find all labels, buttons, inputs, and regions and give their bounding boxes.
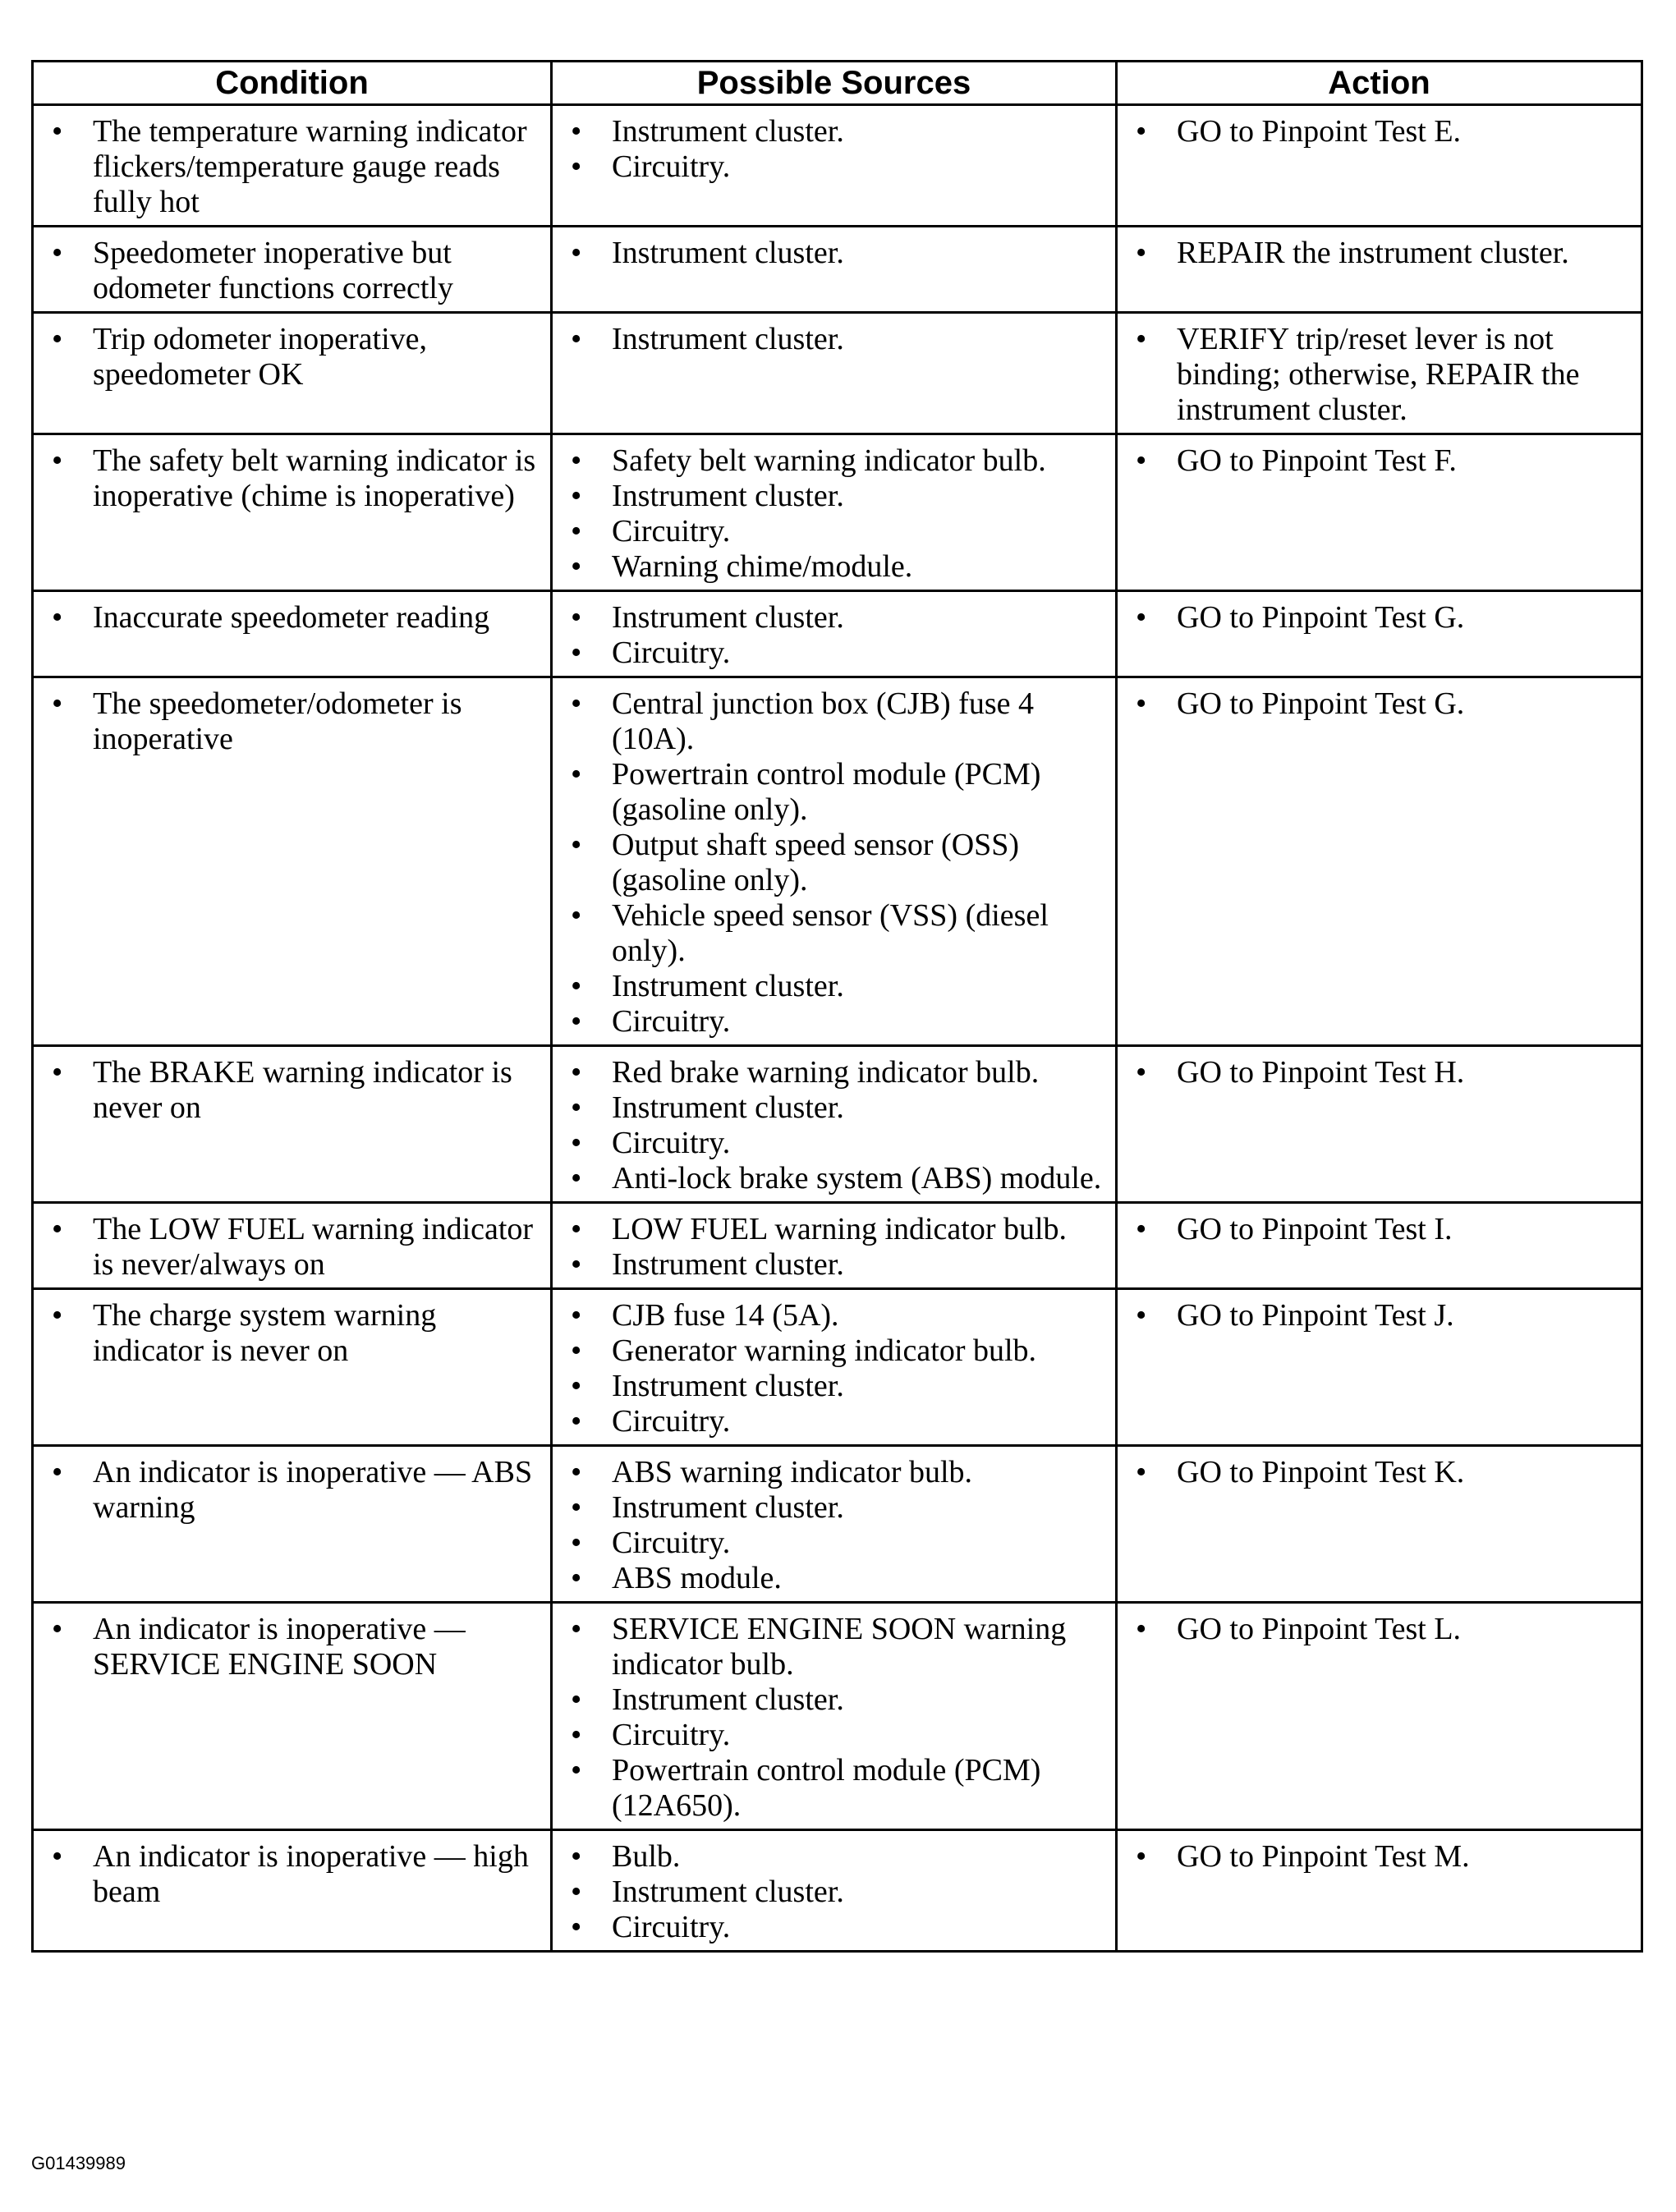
bullet-item: • Speedometer inoperative but odometer functions correctly xyxy=(45,236,539,306)
bullet-item: • Circuitry. xyxy=(564,149,1104,185)
bullet-list xyxy=(45,1055,539,1126)
bullet-item: • ABS module. xyxy=(564,1561,1104,1596)
bullet-list xyxy=(45,1455,539,1526)
bullet-list xyxy=(45,114,539,220)
table-row xyxy=(33,1446,1642,1603)
possible-sources-cell xyxy=(552,1603,1117,1830)
bullet-item: • Instrument cluster. xyxy=(564,479,1104,514)
bullet-item: • Trip odometer inoperative, speedometer OK xyxy=(45,322,539,392)
header-row xyxy=(33,62,1642,105)
bullet-list xyxy=(1129,1298,1629,1333)
table-row xyxy=(33,313,1642,434)
bullet-item: • The speedometer/odometer is inoperative xyxy=(45,686,539,757)
bullet-item: • Circuitry. xyxy=(564,1404,1104,1439)
condition-cell xyxy=(33,1446,552,1603)
bullet-item: • LOW FUEL warning indicator bulb. xyxy=(564,1212,1104,1247)
bullet-list xyxy=(1129,1212,1629,1247)
bullet-list xyxy=(45,1212,539,1283)
possible-sources-cell xyxy=(552,677,1117,1046)
bullet-item: • Anti-lock brake system (ABS) module. xyxy=(564,1161,1104,1196)
bullet-item: • Central junction box (CJB) fuse 4 (10A). xyxy=(564,686,1104,757)
bullet-list xyxy=(1129,443,1629,479)
possible-sources-cell xyxy=(552,227,1117,313)
action-cell xyxy=(1117,105,1642,227)
header-condition: Condition xyxy=(33,62,552,105)
table-row xyxy=(33,434,1642,591)
table-row xyxy=(33,1203,1642,1289)
bullet-item: • Circuitry. xyxy=(564,1126,1104,1161)
condition-cell xyxy=(33,1289,552,1446)
table-header xyxy=(33,62,1642,105)
possible-sources-cell xyxy=(552,1830,1117,1952)
bullet-item: • SERVICE ENGINE SOON warning indicator bulb. xyxy=(564,1612,1104,1682)
possible-sources-cell xyxy=(552,1203,1117,1289)
bullet-item: • GO to Pinpoint Test I. xyxy=(1129,1212,1629,1247)
bullet-item: • Instrument cluster. xyxy=(564,1490,1104,1526)
action-cell xyxy=(1117,1603,1642,1830)
bullet-list xyxy=(1129,236,1629,271)
bullet-list xyxy=(1129,322,1629,428)
bullet-list xyxy=(45,1612,539,1682)
header-action: Action xyxy=(1117,62,1642,105)
table-row xyxy=(33,1046,1642,1203)
condition-cell xyxy=(33,227,552,313)
bullet-list xyxy=(1129,1612,1629,1647)
action-cell xyxy=(1117,227,1642,313)
bullet-item: • Circuitry. xyxy=(564,636,1104,671)
bullet-item: • Circuitry. xyxy=(564,1910,1104,1945)
possible-sources-cell xyxy=(552,1446,1117,1603)
bullet-item: • Red brake warning indicator bulb. xyxy=(564,1055,1104,1090)
bullet-item: • Powertrain control module (PCM) (gasoline only). xyxy=(564,757,1104,828)
bullet-item: • CJB fuse 14 (5A). xyxy=(564,1298,1104,1333)
action-cell xyxy=(1117,313,1642,434)
bullet-item: • Inaccurate speedometer reading xyxy=(45,600,539,636)
action-cell xyxy=(1117,1289,1642,1446)
bullet-item: • Instrument cluster. xyxy=(564,236,1104,271)
bullet-item: • Vehicle speed sensor (VSS) (diesel only). xyxy=(564,898,1104,969)
bullet-item: • GO to Pinpoint Test G. xyxy=(1129,600,1629,636)
condition-cell xyxy=(33,591,552,677)
bullet-item: • Generator warning indicator bulb. xyxy=(564,1333,1104,1369)
bullet-list xyxy=(564,1839,1104,1945)
table-row xyxy=(33,1830,1642,1952)
bullet-list xyxy=(564,1055,1104,1196)
bullet-item: • Instrument cluster. xyxy=(564,1682,1104,1718)
bullet-item: • An indicator is inoperative — high beam xyxy=(45,1839,539,1910)
bullet-item: • Safety belt warning indicator bulb. xyxy=(564,443,1104,479)
condition-cell xyxy=(33,1203,552,1289)
table-body xyxy=(33,105,1642,1952)
bullet-item: • Circuitry. xyxy=(564,1718,1104,1753)
header-possible-sources: Possible Sources xyxy=(552,62,1117,105)
possible-sources-cell xyxy=(552,434,1117,591)
possible-sources-cell xyxy=(552,105,1117,227)
condition-cell xyxy=(33,1603,552,1830)
bullet-list xyxy=(45,236,539,306)
table-row xyxy=(33,1603,1642,1830)
action-cell xyxy=(1117,1446,1642,1603)
bullet-item: • GO to Pinpoint Test E. xyxy=(1129,114,1629,149)
bullet-list xyxy=(564,322,1104,357)
bullet-list xyxy=(1129,114,1629,149)
action-cell xyxy=(1117,1203,1642,1289)
action-cell xyxy=(1117,677,1642,1046)
condition-cell xyxy=(33,105,552,227)
action-cell xyxy=(1117,591,1642,677)
bullet-list xyxy=(564,1298,1104,1439)
bullet-item: • GO to Pinpoint Test M. xyxy=(1129,1839,1629,1875)
bullet-item: • The BRAKE warning indicator is never on xyxy=(45,1055,539,1126)
condition-cell xyxy=(33,1046,552,1203)
table-row xyxy=(33,677,1642,1046)
bullet-list xyxy=(564,600,1104,671)
bullet-list xyxy=(564,686,1104,1039)
bullet-list xyxy=(564,114,1104,185)
bullet-item: • REPAIR the instrument cluster. xyxy=(1129,236,1629,271)
condition-cell xyxy=(33,1830,552,1952)
bullet-list xyxy=(1129,686,1629,722)
table-row xyxy=(33,1289,1642,1446)
bullet-item: • Instrument cluster. xyxy=(564,1369,1104,1404)
bullet-item: • Circuitry. xyxy=(564,1004,1104,1039)
bullet-item: • GO to Pinpoint Test G. xyxy=(1129,686,1629,722)
bullet-list xyxy=(564,443,1104,585)
bullet-item: • GO to Pinpoint Test H. xyxy=(1129,1055,1629,1090)
action-cell xyxy=(1117,1830,1642,1952)
bullet-list xyxy=(45,600,539,636)
bullet-item: • Instrument cluster. xyxy=(564,322,1104,357)
bullet-item: • Instrument cluster. xyxy=(564,969,1104,1004)
bullet-item: • Instrument cluster. xyxy=(564,1247,1104,1283)
bullet-list xyxy=(564,236,1104,271)
bullet-list xyxy=(564,1455,1104,1596)
bullet-list xyxy=(45,443,539,514)
table-row xyxy=(33,105,1642,227)
bullet-item: • GO to Pinpoint Test K. xyxy=(1129,1455,1629,1490)
bullet-item: • Circuitry. xyxy=(564,1526,1104,1561)
bullet-item: • Output shaft speed sensor (OSS) (gasoline only). xyxy=(564,828,1104,898)
bullet-item: • Instrument cluster. xyxy=(564,600,1104,636)
condition-cell xyxy=(33,677,552,1046)
table-row xyxy=(33,591,1642,677)
bullet-list xyxy=(564,1212,1104,1283)
bullet-item: • GO to Pinpoint Test F. xyxy=(1129,443,1629,479)
bullet-list xyxy=(45,1298,539,1369)
bullet-item: • The LOW FUEL warning indicator is never/always on xyxy=(45,1212,539,1283)
possible-sources-cell xyxy=(552,1046,1117,1203)
bullet-item: • Instrument cluster. xyxy=(564,1875,1104,1910)
bullet-item: • An indicator is inoperative — ABS warning xyxy=(45,1455,539,1526)
possible-sources-cell xyxy=(552,591,1117,677)
bullet-item: • The safety belt warning indicator is inoperative (chime is inoperative) xyxy=(45,443,539,514)
bullet-list xyxy=(1129,1455,1629,1490)
bullet-item: • Instrument cluster. xyxy=(564,114,1104,149)
bullet-item: • Instrument cluster. xyxy=(564,1090,1104,1126)
action-cell xyxy=(1117,1046,1642,1203)
condition-cell xyxy=(33,434,552,591)
possible-sources-cell xyxy=(552,313,1117,434)
bullet-list xyxy=(45,1839,539,1910)
bullet-list xyxy=(1129,1839,1629,1875)
possible-sources-cell xyxy=(552,1289,1117,1446)
bullet-list xyxy=(45,686,539,757)
bullet-item: • Powertrain control module (PCM) (12A650). xyxy=(564,1753,1104,1824)
action-cell xyxy=(1117,434,1642,591)
bullet-item: • Circuitry. xyxy=(564,514,1104,549)
bullet-item: • ABS warning indicator bulb. xyxy=(564,1455,1104,1490)
bullet-item: • Bulb. xyxy=(564,1839,1104,1875)
figure-id: G01439989 xyxy=(31,2153,126,2173)
bullet-item: • The charge system warning indicator is never on xyxy=(45,1298,539,1369)
diagnosis-table xyxy=(31,60,1643,1953)
condition-cell xyxy=(33,313,552,434)
bullet-item: • GO to Pinpoint Test J. xyxy=(1129,1298,1629,1333)
bullet-list xyxy=(1129,600,1629,636)
bullet-list xyxy=(45,322,539,392)
bullet-item: • The temperature warning indicator flickers/temperature gauge reads fully hot xyxy=(45,114,539,220)
bullet-list xyxy=(564,1612,1104,1824)
table-row xyxy=(33,227,1642,313)
bullet-item: • VERIFY trip/reset lever is not binding; otherwise, REPAIR the instrument cluster. xyxy=(1129,322,1629,428)
bullet-item: • An indicator is inoperative — SERVICE ENGINE SOON xyxy=(45,1612,539,1682)
bullet-item: • Warning chime/module. xyxy=(564,549,1104,585)
bullet-list xyxy=(1129,1055,1629,1090)
bullet-item: • GO to Pinpoint Test L. xyxy=(1129,1612,1629,1647)
